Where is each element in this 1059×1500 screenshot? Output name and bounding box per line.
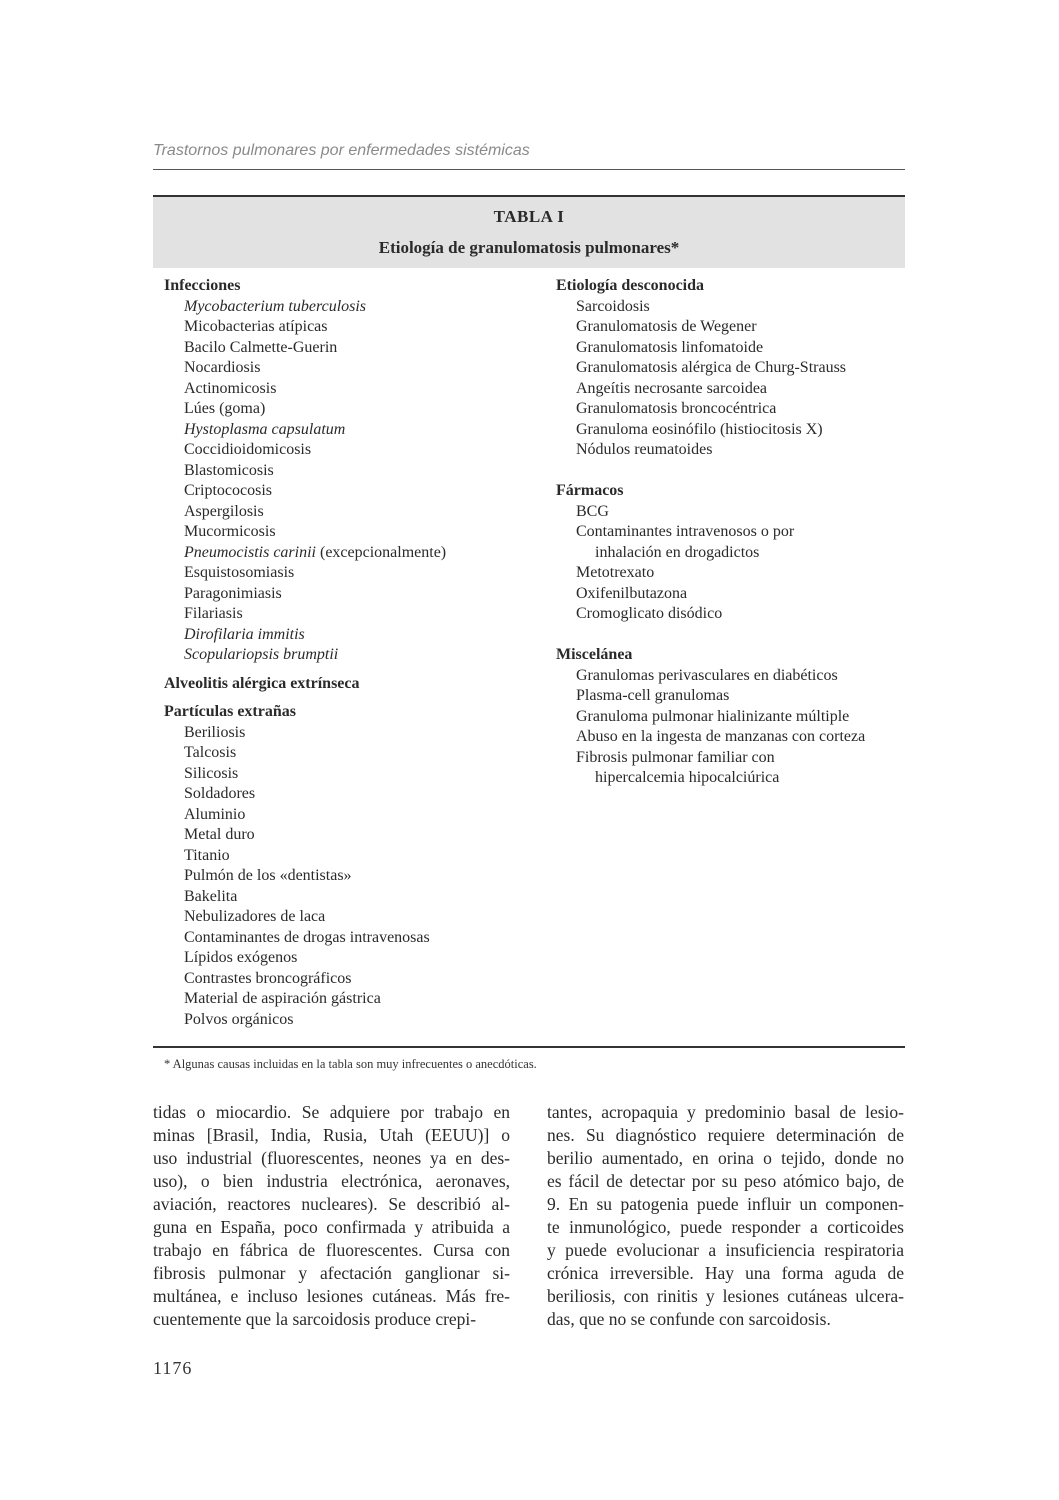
body-text-line: tantes, acropaquia y predominio basal de lesio- — [547, 1102, 904, 1122]
body-text-line: uso industrial (fluorescentes, neones ya en des- — [153, 1148, 510, 1168]
table-section-heading: Fármacos — [556, 482, 624, 499]
body-text-line: nes. Su diagnóstico requiere determinación de — [547, 1125, 904, 1145]
table-item: Granulomatosis broncocéntrica — [576, 400, 777, 417]
table-item: Esquistosomiasis — [184, 564, 295, 581]
body-text-line: crónica irreversible. Hay una forma aguda de — [547, 1263, 904, 1283]
table-left-column — [164, 276, 534, 1030]
table-item: Oxifenilbutazona — [576, 584, 688, 602]
table-item: hipercalcemia hipocalciúrica — [595, 769, 780, 786]
header-rule — [153, 169, 905, 170]
table-section-heading: Alveolitis alérgica extrínseca — [164, 674, 360, 692]
table-item: Micobacterias atípicas — [184, 318, 328, 335]
table-footnote: * Algunas causas incluidas en la tabla son muy infrecuentes o anecdóticas. — [164, 1057, 537, 1071]
table-item: Mucormicosis — [184, 523, 276, 540]
table-item: Lúes (goma) — [184, 400, 266, 417]
table-item: Coccidioidomicosis — [184, 441, 312, 458]
table-item: Plasma-cell granulomas — [576, 687, 730, 704]
table-item: Cromoglicato disódico — [576, 605, 723, 622]
table-item: Talcosis — [184, 744, 237, 761]
table-item: Beriliosis — [184, 723, 246, 741]
body-text-line: es fácil de detectar por su peso atómico bajo, de — [547, 1171, 904, 1191]
table-item: Aspergilosis — [184, 502, 264, 520]
table-item: Contrastes broncográficos — [184, 969, 352, 987]
body-text-left-column — [153, 1101, 510, 1331]
body-text-line: cuentemente que la sarcoidosis produce crepi- — [153, 1309, 477, 1329]
table-title: Etiología de granulomatosis pulmonares* — [378, 238, 680, 257]
page-number: 1176 — [153, 1358, 193, 1378]
table-item: Soldadores — [184, 785, 256, 802]
table-section-heading: Miscelánea — [556, 646, 633, 663]
body-text-line: aviación, reactores nucleares). Se describió al- — [153, 1194, 510, 1214]
table-item: Dirofilaria immitis — [184, 625, 305, 643]
body-text-line: fibrosis pulmonar y afectación ganglionar si- — [153, 1263, 510, 1283]
table-item: Blastomicosis — [184, 461, 274, 479]
table-section-heading: Partículas extrañas — [164, 703, 296, 720]
table-item: Granuloma eosinófilo (histiocitosis X) — [576, 420, 823, 438]
table-item: Polvos orgánicos — [184, 1010, 294, 1028]
table-item: Nocardiosis — [184, 359, 261, 376]
running-head: Trastornos pulmonares por enfermedades sistémicas — [153, 142, 530, 159]
body-text-line: te inmunológico, puede responder a corticoides — [547, 1217, 904, 1237]
table-item: Pneumocistis carinii (excepcionalmente) — [184, 543, 447, 561]
table-item: Granulomatosis de Wegener — [576, 318, 757, 335]
table-item: Abuso en la ingesta de manzanas con corteza — [576, 728, 866, 745]
table-item: Fibrosis pulmonar familiar con — [576, 748, 775, 766]
table-item: Sarcoidosis — [576, 297, 650, 315]
table-item: Lípidos exógenos — [184, 949, 298, 966]
table-item: Contaminantes intravenosos o por — [576, 523, 795, 540]
body-text-line: trabajo en fábrica de fluorescentes. Cursa con — [153, 1240, 510, 1260]
table-item: Paragonimiasis — [184, 584, 282, 602]
table-item: Pulmón de los «dentistas» — [184, 867, 352, 884]
table-item: Actinomicosis — [184, 379, 277, 397]
body-text-line: das, que no se confunde con sarcoidosis. — [547, 1309, 831, 1329]
table-item: Mycobacterium tuberculosis — [184, 297, 367, 315]
table-section-heading: Infecciones — [164, 277, 241, 294]
table-item: Titanio — [184, 846, 230, 864]
table-item: Filariasis — [184, 605, 243, 622]
table-right-column — [556, 276, 901, 789]
table-item: Silicosis — [184, 764, 239, 782]
table-item: Bakelita — [184, 887, 238, 905]
table-item: Granulomas perivasculares en diabéticos — [576, 666, 838, 684]
table-header — [153, 197, 905, 268]
body-text-line: guna en España, poco confirmada y atribuida a — [153, 1217, 510, 1237]
table-item: Criptococosis — [184, 482, 272, 499]
table-item: BCG — [576, 502, 609, 520]
body-text-line: uso), o bien industria electrónica, aeronaves, — [153, 1171, 510, 1191]
table-item: Aluminio — [184, 805, 246, 823]
table-item: Granulomatosis alérgica de Churg-Strauss — [576, 359, 847, 376]
body-text-line: tidas o miocardio. Se adquiere por trabajo en — [153, 1102, 510, 1122]
body-text-line: minas [Brasil, India, Rusia, Utah (EEUU)] o — [153, 1125, 510, 1145]
table-bottom-rule — [153, 1046, 905, 1048]
body-text-line: berilio aumentado, en orina o tejido, donde no — [547, 1148, 904, 1168]
table-item: Granuloma pulmonar hialinizante múltiple — [576, 707, 850, 725]
table-item: Hystoplasma capsulatum — [184, 420, 346, 438]
table-item: Contaminantes de drogas intravenosas — [184, 928, 430, 946]
table-item: Scopulariopsis brumptii — [184, 646, 339, 663]
body-text-right-column — [547, 1101, 904, 1331]
table-item: Granulomatosis linfomatoide — [576, 338, 764, 356]
table-number: TABLA I — [493, 207, 565, 226]
body-text-line: y puede evolucionar a insuficiencia respiratoria — [547, 1240, 904, 1260]
table-item: Nódulos reumatoides — [576, 441, 713, 458]
table-item: inhalación en drogadictos — [595, 543, 760, 561]
table-item: Angeítis necrosante sarcoidea — [576, 379, 768, 397]
table-item: Metotrexato — [576, 564, 655, 581]
table-item: Nebulizadores de laca — [184, 908, 326, 925]
table-item: Bacilo Calmette-Guerin — [184, 338, 338, 356]
table-item: Metal duro — [184, 826, 255, 843]
body-text-line: multánea, e incluso lesiones cutáneas. Más fre- — [153, 1286, 510, 1306]
table-section-heading: Etiología desconocida — [556, 277, 705, 294]
etiology-table — [153, 195, 905, 1028]
table-item: Material de aspiración gástrica — [184, 990, 381, 1007]
body-text-line: 9. En su patogenia puede influir un componen- — [547, 1194, 904, 1214]
body-text-line: beriliosis, con rinitis y lesiones cutáneas ulcera- — [547, 1286, 904, 1306]
